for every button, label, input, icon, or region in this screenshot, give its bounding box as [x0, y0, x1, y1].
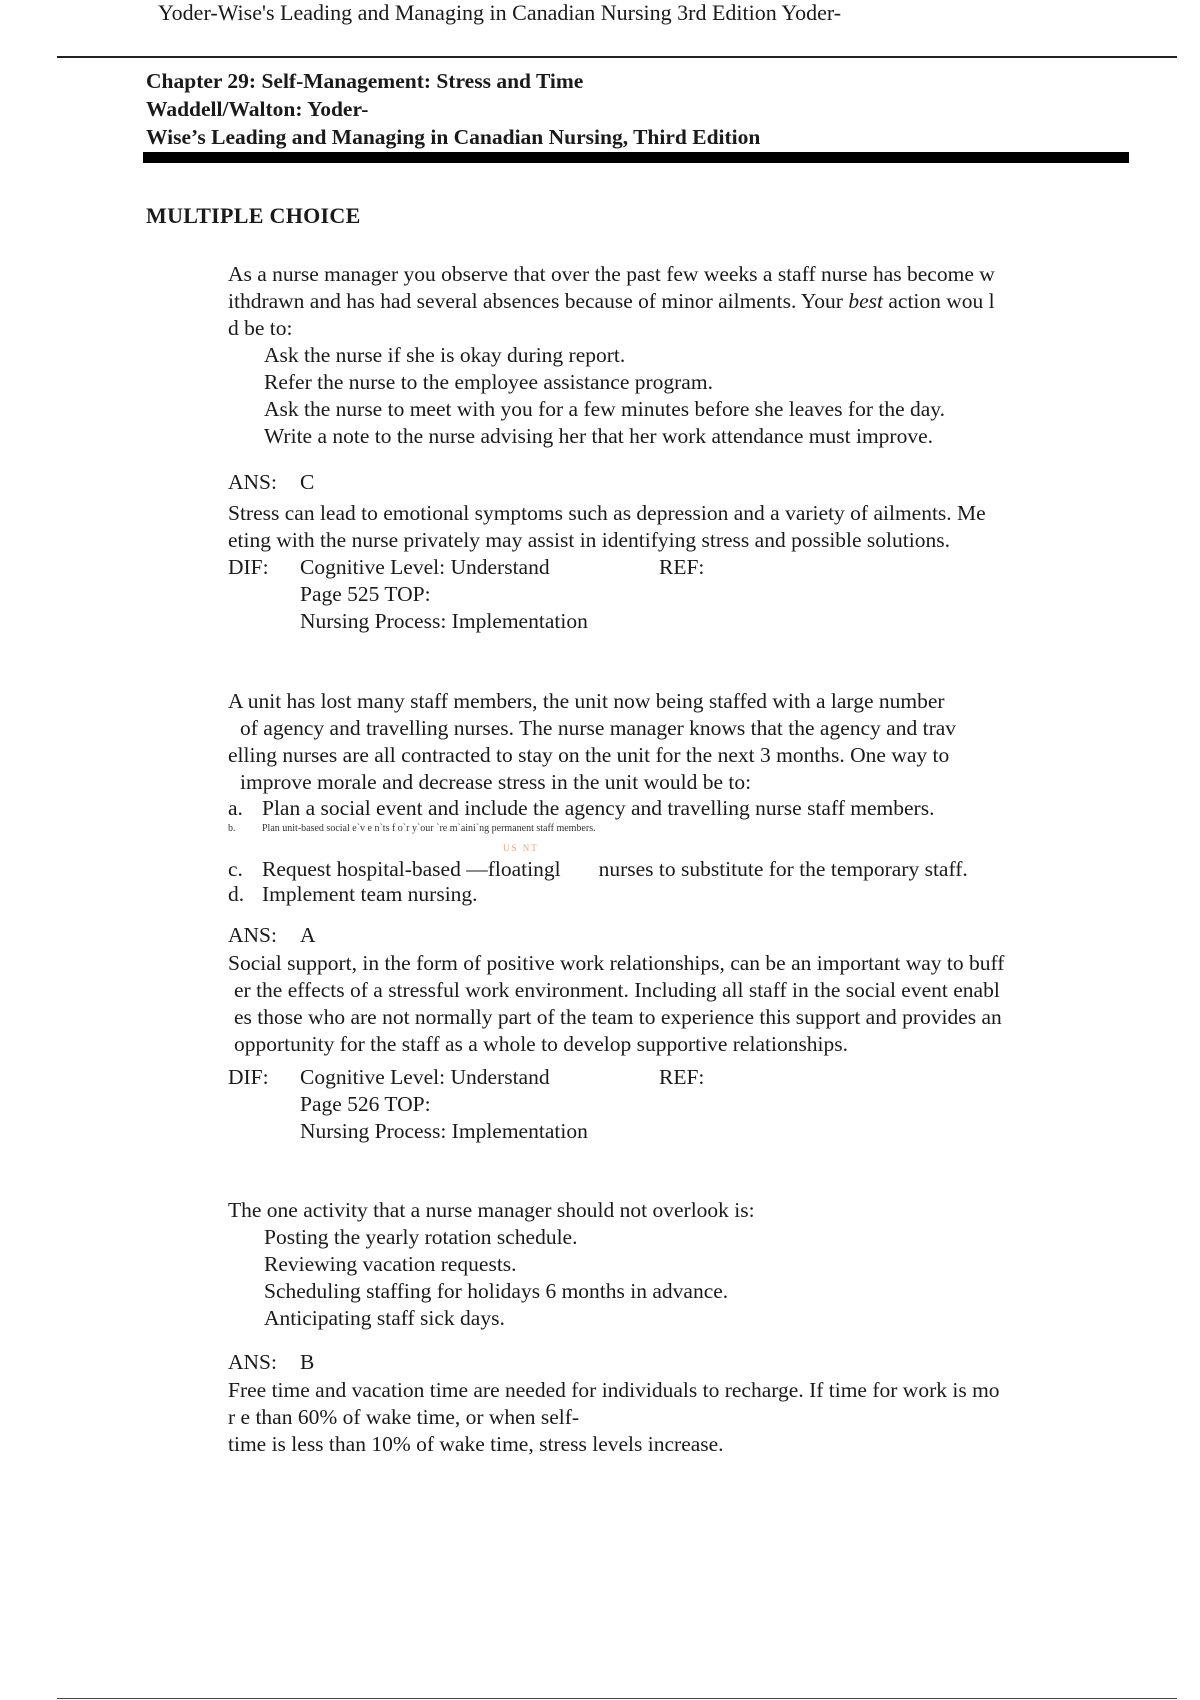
rationale-line: Social support, in the form of positive work relationships, can be an important way to buff — [228, 951, 1005, 975]
q1-stem-line: d be to: — [228, 316, 293, 340]
q2-meta — [228, 1064, 828, 1145]
q2-option-a: a. Plan a social event and include the agency and travelling nurse staff members. — [228, 796, 935, 820]
q2-stem-line: improve morale and decrease stress in the unit would be to: — [240, 770, 752, 794]
rationale-line: es those who are not normally part of the team to experience this support and provides an — [234, 1005, 1002, 1029]
running-header: Yoder-Wise's Leading and Managing in Canadian Nursing 3rd Edition Yoder- — [158, 0, 842, 25]
rationale-line: Free time and vacation time are needed for individuals to recharge. If time for work is mo — [228, 1378, 1000, 1402]
q1-rationale — [228, 500, 986, 554]
q1-stem-emphasis: best — [848, 289, 883, 313]
answer-value: B — [300, 1350, 315, 1374]
rationale-line: eting with the nurse privately may assist in identifying stress and possible solutions. — [228, 528, 950, 552]
dif-label: DIF: — [228, 555, 269, 579]
answer-value: A — [300, 923, 316, 947]
q2-stem — [228, 688, 956, 796]
rationale-line: time is less than 10% of wake time, stress levels increase. — [228, 1432, 724, 1456]
chapter-divider — [143, 152, 1129, 163]
q1-option: Refer the nurse to the employee assistance program. — [264, 370, 713, 394]
q3-option: Reviewing vacation requests. — [264, 1252, 517, 1276]
book-title: Wise’s Leading and Managing in Canadian Nursing, Third Edition — [146, 125, 761, 149]
rationale-line: r e than 60% of wake time, or when self- — [228, 1405, 580, 1429]
q2-stem-line: A unit has lost many staff members, the unit now being staffed with a large number — [228, 689, 945, 713]
watermark: US NT — [503, 843, 539, 853]
q3-option: Posting the yearly rotation schedule. — [264, 1225, 578, 1249]
q1-option: Ask the nurse to meet with you for a few minutes before she leaves for the day. — [264, 397, 946, 421]
q2-option-b: b. Plan unit-based social e`v e n`ts f o`r y`our `re m`aini`ng permanent staff members. — [228, 823, 596, 834]
q1-meta — [228, 554, 828, 635]
q1-option: Write a note to the nurse advising her that her work attendance must improve. — [264, 424, 934, 448]
rationale-line: opportunity for the staff as a whole to develop supportive relationships. — [234, 1032, 849, 1056]
q3-option: Anticipating staff sick days. — [264, 1306, 505, 1330]
nursing-process: Nursing Process: Implementation — [300, 609, 588, 633]
section-title: MULTIPLE CHOICE — [146, 203, 361, 228]
q3-stem: The one activity that a nurse manager should not overlook is: — [228, 1198, 755, 1222]
rationale-line: er the effects of a stressful work environment. Including all staff in the social event enabl — [234, 978, 1000, 1002]
q3-options — [264, 1224, 728, 1332]
dif-label: DIF: — [228, 1065, 269, 1089]
chapter-authors: Waddell/Walton: Yoder- — [146, 97, 369, 121]
chapter-title: Chapter 29: Self-Management: Stress and Time — [146, 69, 584, 93]
q1-stem — [228, 261, 995, 342]
q1-stem-line: As a nurse manager you observe that over the past few weeks a staff nurse has become w — [228, 262, 995, 286]
q2-option-c: c. Request hospital-based —floatingl nurses to substitute for the temporary staff. — [228, 857, 968, 881]
nursing-process: Nursing Process: Implementation — [300, 1119, 588, 1143]
footer-divider — [57, 1698, 1177, 1699]
q1-stem-line: ithdrawn and has had several absences because of minor ailments. Your best action wou l — [228, 289, 995, 313]
q2-stem-line: elling nurses are all contracted to stay on the unit for the next 3 months. One way to — [228, 743, 950, 767]
q1-options — [264, 342, 945, 450]
answer-label: ANS: — [228, 470, 277, 494]
answer-label: ANS: — [228, 923, 277, 947]
dif-value: Cognitive Level: Understand — [300, 555, 550, 579]
page-top: Page 526 TOP: — [300, 1092, 431, 1116]
q2-stem-line: of agency and travelling nurses. The nurse manager knows that the agency and trav — [240, 716, 957, 740]
ref-label: REF: — [659, 1065, 705, 1089]
q3-option: Scheduling staffing for holidays 6 months in advance. — [264, 1279, 729, 1303]
page-top: Page 525 TOP: — [300, 582, 431, 606]
rationale-line: Stress can lead to emotional symptoms such as depression and a variety of ailments. Me — [228, 501, 986, 525]
ref-label: REF: — [659, 555, 705, 579]
answer-value: C — [300, 470, 315, 494]
q2-answer — [228, 923, 316, 948]
dif-value: Cognitive Level: Understand — [300, 1065, 550, 1089]
q2-rationale — [228, 950, 1004, 1058]
q3-answer — [228, 1350, 314, 1375]
header-divider — [57, 56, 1177, 58]
q2-option-d: d. Implement team nursing. — [228, 882, 478, 906]
q3-rationale — [228, 1377, 1000, 1458]
q1-answer — [228, 470, 314, 495]
chapter-heading — [146, 67, 760, 151]
answer-label: ANS: — [228, 1350, 277, 1374]
q1-option: Ask the nurse if she is okay during report. — [264, 343, 626, 367]
